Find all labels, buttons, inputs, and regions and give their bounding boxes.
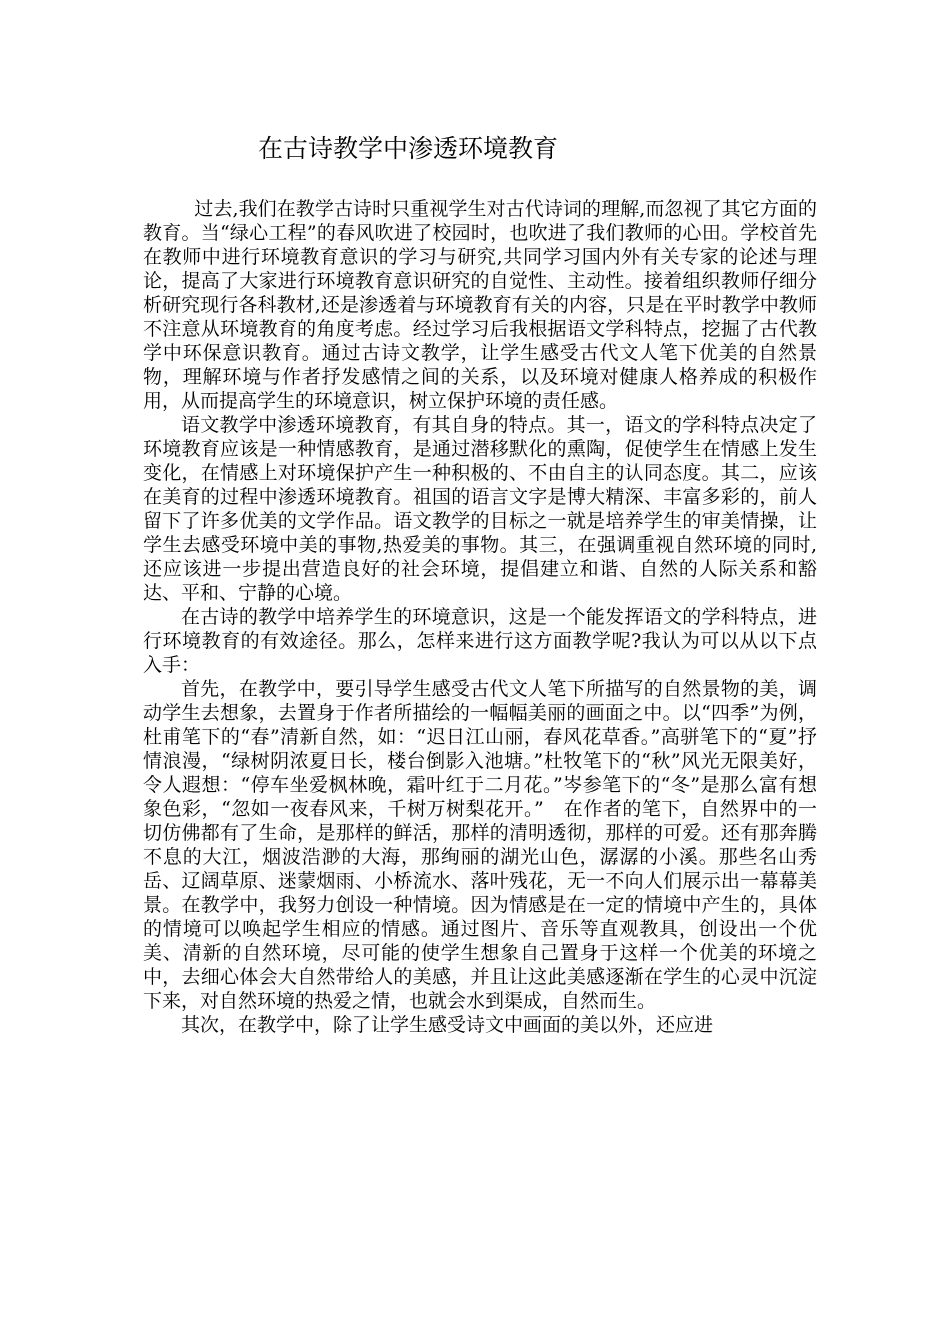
paragraph-2: 语文教学中渗透环境教育，有其自身的特点。其一，语文的学科特点决定了环境教育应该是一种情感教育，是通过潜移默化的熏陶，促使学生在情感上发生变化，在情感上对环境保护产生一种积极的、不由自主的认同态度。其二，应该在美育的过程中渗透环境教育。祖国的语言文字是博大精深、丰富多彩的，前人留下了许多优美的文学作品。语文教学的目标之一就是培养学生的审美情操，让学生去感受环境中美的事物,热爱美的事物。其三，在强调重视自然环境的同时,还应该进一步提出营造良好的社会环境，提倡建立和谐、自然的人际关系和豁达、平和、宁静的心境。: [143, 414, 817, 604]
paragraph-1: 过去,我们在教学古诗时只重视学生对古代诗词的理解,而忽视了其它方面的教育。当“绿心工程”的春风吹进了校园时，也吹进了我们教师的心田。学校首先在教师中进行环境教育意识的学习与研究,共同学习国内外有关专家的论述与理论，提高了大家进行环境教育意识研究的自觉性、主动性。接着组织教师仔细分析研究现行各科教材,还是渗透着与环境教育有关的内容，只是在平时教学中教师不注意从环境教育的角度考虑。经过学习后我根据语文学科特点，挖掘了古代教学中环保意识教育。通过古诗文教学，让学生感受古代文人笔下优美的自然景物，理解环境与作者抒发感情之间的关系，以及环境对健康人格养成的积极作用，从而提高学生的环境意识，树立保护环境的责任感。: [143, 198, 817, 412]
document-body: [143, 197, 817, 1037]
paragraph-4: 首先，在教学中，要引导学生感受古代文人笔下所描写的自然景物的美，调动学生去想象，去置身于作者所描绘的一幅幅美丽的画面之中。以“四季”为例，杜甫笔下的“春”清新自然，如：“迟日江山丽，春风花草香。”高骈笔下的“夏”抒情浪漫，“绿树阴浓夏日长，楼台倒影入池塘。”杜牧笔下的“秋”风光无限美好，令人遐想：“停车坐爱枫林晚，霜叶红于二月花。”岑参笔下的“冬”是那么富有想象色彩，“忽如一夜春风来，千树万树梨花开。” 在作者的笔下，自然界中的一切仿佛都有了生命，是那样的鲜活，那样的清明透彻，那样的可爱。还有那奔腾不息的大江，烟波浩渺的大海，那绚丽的湖光山色，潺潺的小溪。那些名山秀岳、辽阔草原、迷蒙烟雨、小桥流水、落叶残花，无一不向人们展示出一幕幕美景。在教学中，我努力创设一种情境。因为情感是在一定的情境中产生的，具体的情境可以唤起学生相应的情感。通过图片、音乐等直观教具，创设出一个优美、清新的自然环境，尽可能的使学生想象自己置身于这样一个优美的环境之中，去细心体会大自然带给人的美感，并且让这此美感逐渐在学生的心灵中沉淀下来，对自然环境的热爱之情，也就会水到渠成，自然而生。: [143, 678, 817, 1012]
paragraph-5: 其次，在教学中，除了让学生感受诗文中画面的美以外，还应进: [181, 1014, 714, 1036]
paragraph-3: 在古诗的教学中培养学生的环境意识，这是一个能发挥语文的学科特点，进行环境教育的有效途径。那么，怎样来进行这方面教学呢?我认为可以从以下点入手：: [143, 606, 817, 676]
document-title: 在古诗教学中渗透环境教育: [258, 134, 559, 163]
